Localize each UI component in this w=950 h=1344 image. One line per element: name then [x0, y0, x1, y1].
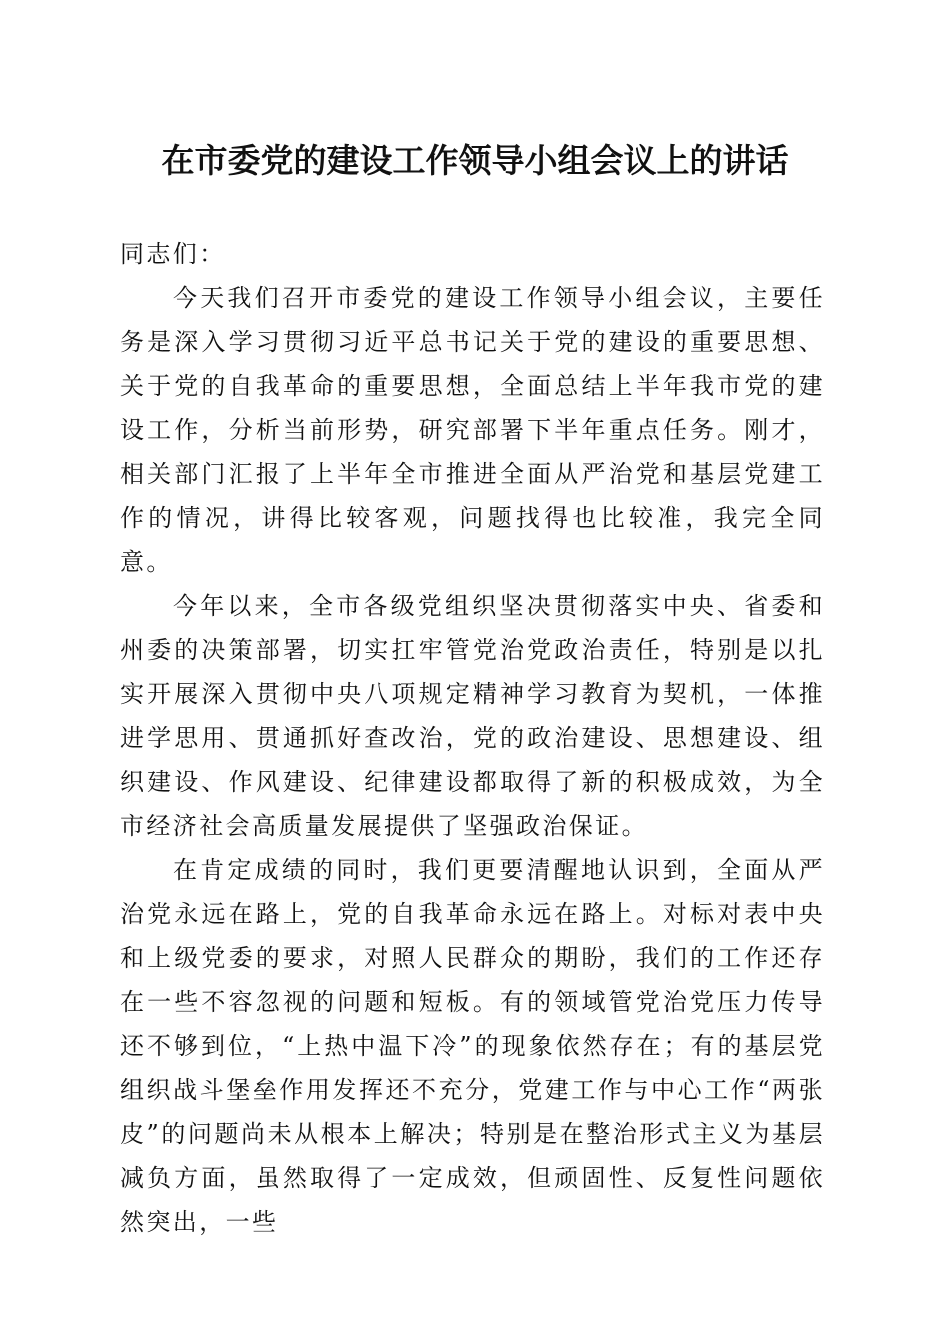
document-body — [120, 232, 825, 1244]
paragraph-3: 在肯定成绩的同时，我们更要清醒地认识到，全面从严治党永远在路上，党的自我革命永远在路上。对标对表中央和上级党委的要求，对照人民群众的期盼，我们的工作还存在一些不容忽视的问题和短板。有的领域管党治党压力传导还不够到位，“上热中温下冷”的现象依然存在；有的基层党组织战斗堡垒作用发挥还不充分，党建工作与中心工作“两张皮”的问题尚未从根本上解决；特别是在整治形式主义为基层减负方面，虽然取得了一定成效，但顽固性、反复性问题依然突出，一些 — [120, 856, 825, 1236]
document-title: 在市委党的建设工作领导小组会议上的讲话 — [161, 141, 789, 180]
paragraph-2: 今年以来，全市各级党组织坚决贯彻落实中央、省委和州委的决策部署，切实扛牢管党治党政治责任，特别是以扎实开展深入贯彻中央八项规定精神学习教育为契机，一体推进学思用、贯通抓好查改治，党的政治建设、思想建设、组织建设、作风建设、纪律建设都取得了新的积极成效，为全市经济社会高质量发展提供了坚强政治保证。 — [120, 592, 825, 840]
salutation: 同志们： — [120, 240, 226, 268]
paragraph-1: 今天我们召开市委党的建设工作领导小组会议，主要任务是深入学习贯彻习近平总书记关于党的建设的重要思想、关于党的自我革命的重要思想，全面总结上半年我市党的建设工作，分析当前形势，研究部署下半年重点任务。刚才，相关部门汇报了上半年全市推进全面从严治党和基层党建工作的情况，讲得比较客观，问题找得也比较准，我完全同意。 — [120, 284, 825, 576]
